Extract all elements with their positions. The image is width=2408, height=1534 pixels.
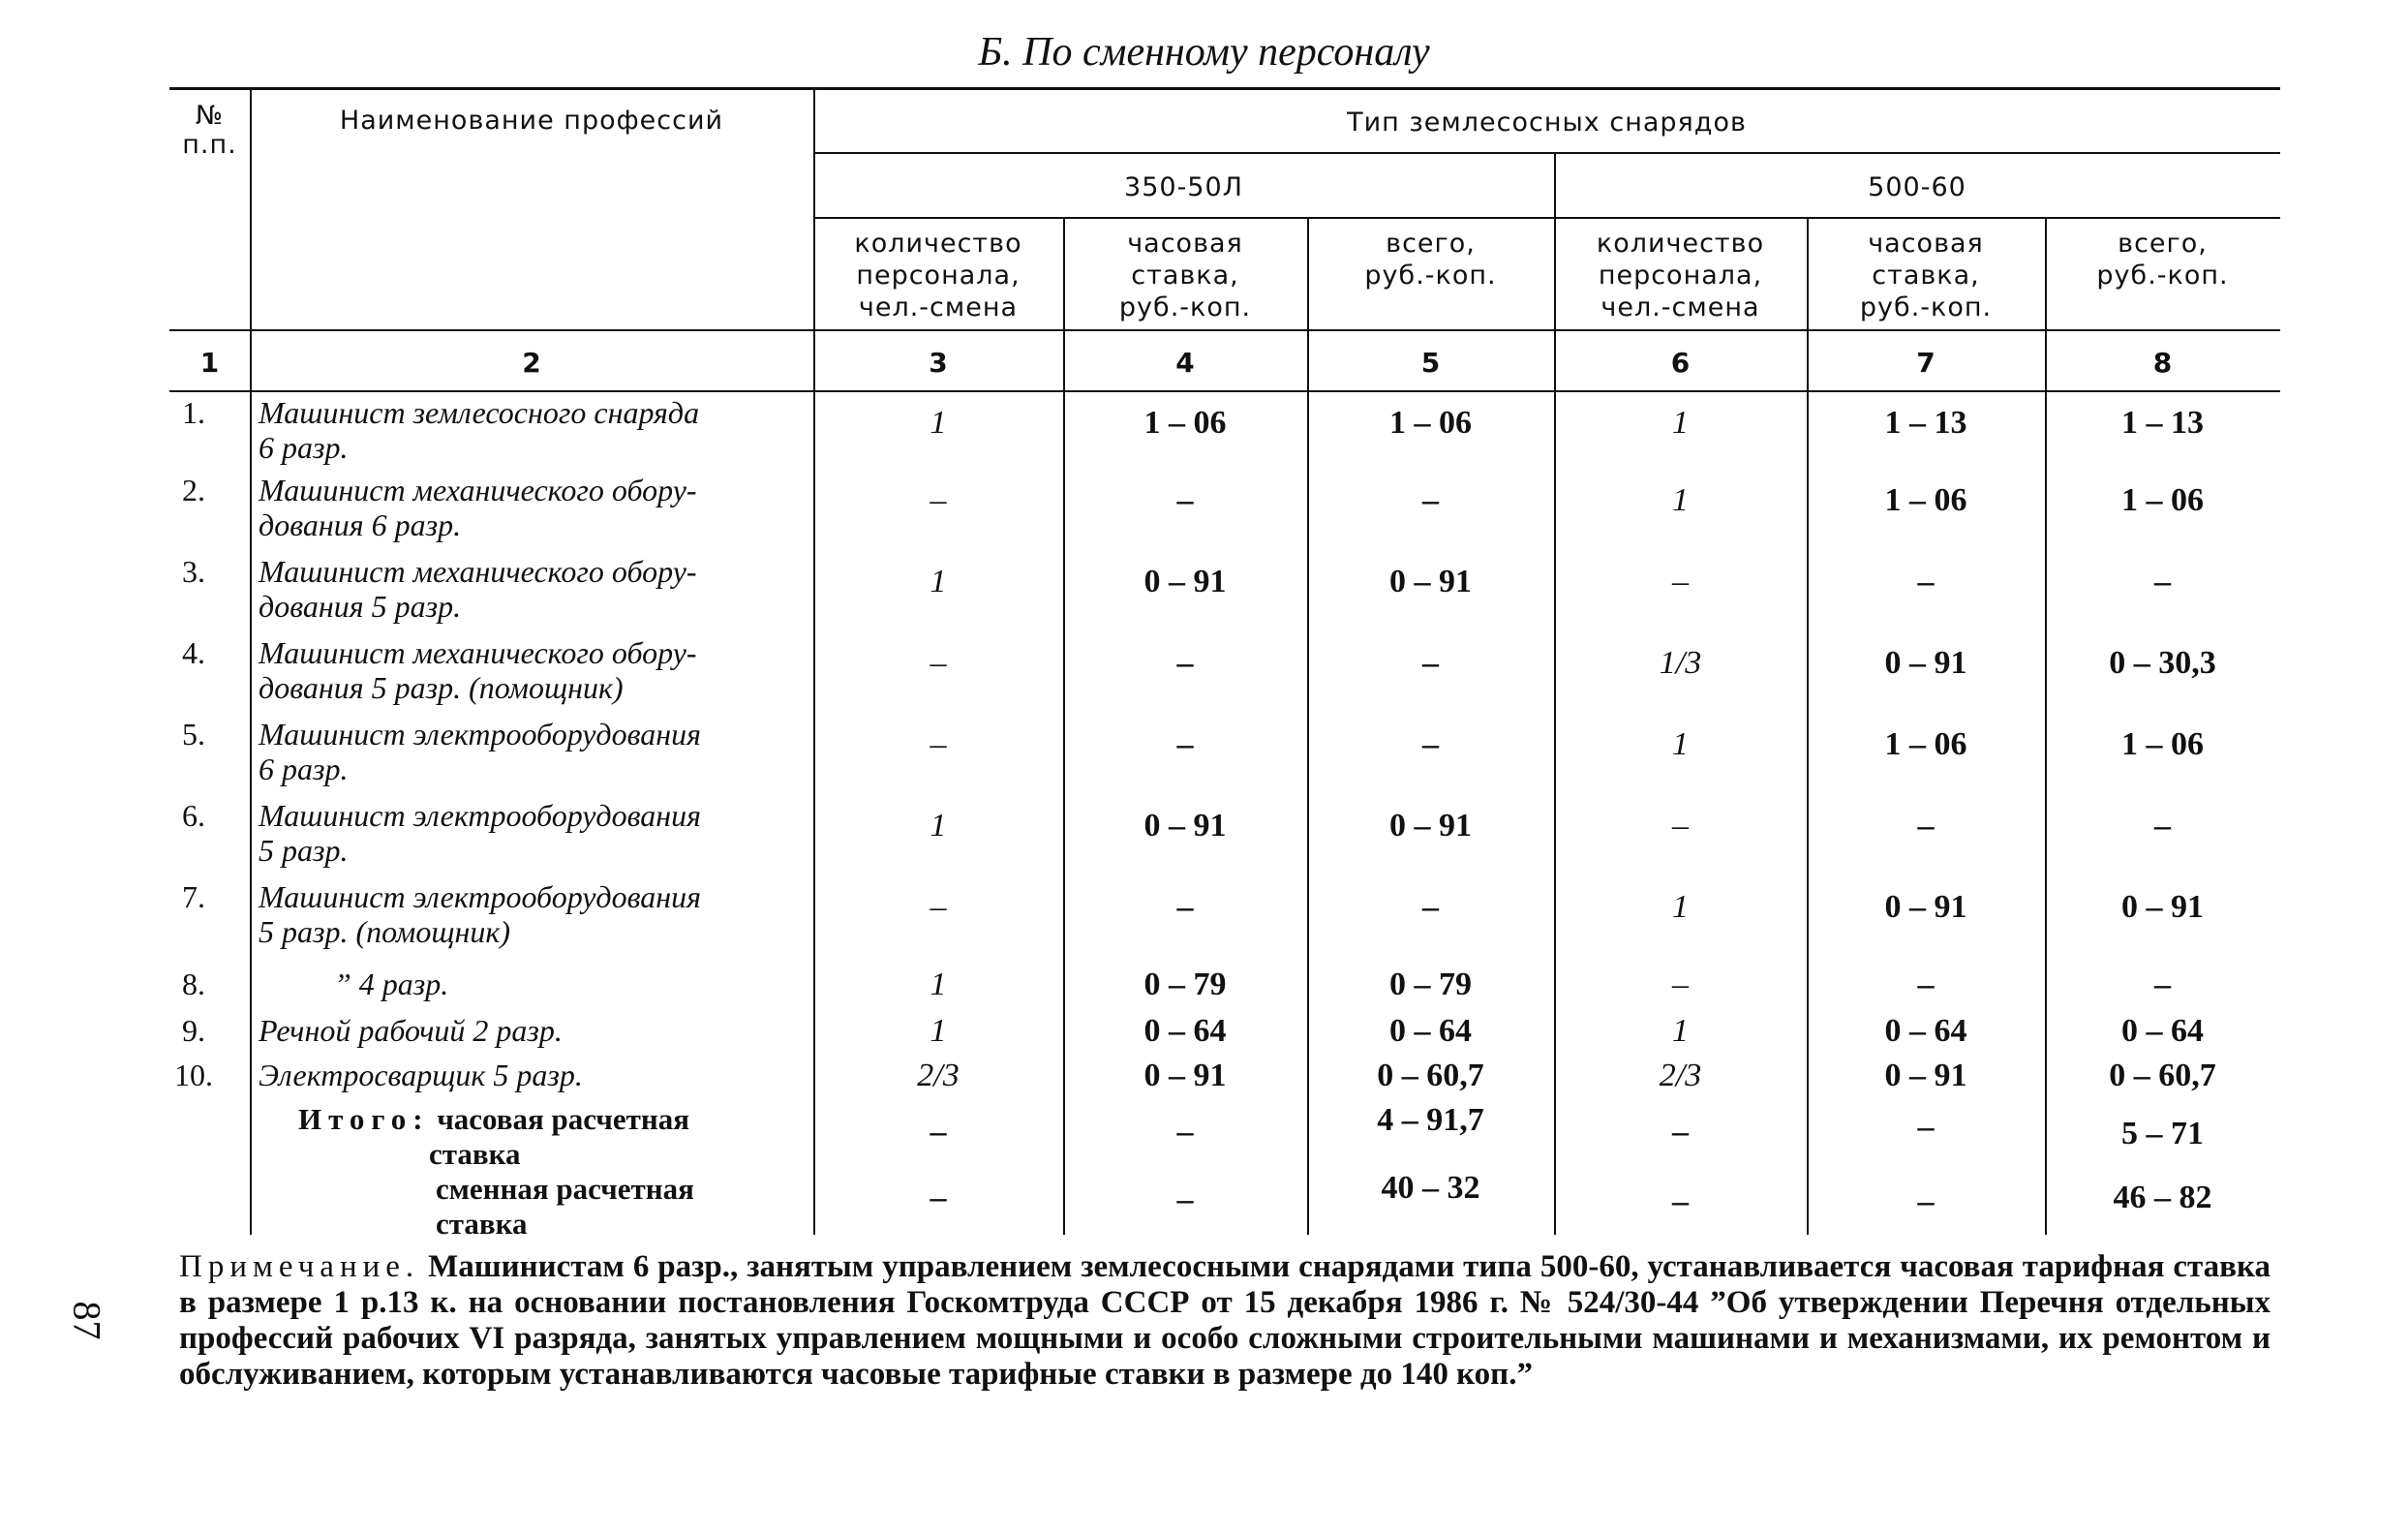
totals-shift-c8: 46 – 82	[2113, 1180, 2212, 1215]
header-rate-line1: часовая	[1868, 229, 1984, 259]
totals-shift-label	[436, 1172, 694, 1242]
profession-name-line: дования 6 разр.	[259, 507, 462, 542]
header-qty-line2: персонала,	[1598, 261, 1763, 291]
profession-name	[334, 966, 448, 1001]
section-title: Б. По сменному персоналу	[978, 30, 1430, 75]
header-profession: Наименование профессий	[339, 106, 724, 136]
header-dredger-type: Тип землесосных снарядов	[1347, 107, 1747, 138]
table-cell-c7: –	[1917, 564, 1935, 599]
table-cell-c7: –	[1917, 966, 1935, 1002]
table-cell-c8: 0 – 30,3	[2109, 645, 2216, 681]
totals-itogo: Итого:	[298, 1102, 430, 1136]
table-cell-c6: –	[1672, 564, 1689, 599]
table-cell-c5: 0 – 91	[1389, 808, 1472, 844]
row-number: 2.	[182, 473, 205, 507]
column-number: 8	[2152, 347, 2173, 379]
header-qty-line1: количество	[854, 229, 1022, 259]
header-total-line1: всего,	[2118, 229, 2208, 259]
table-cell-c7: 1 – 06	[1884, 482, 1967, 518]
table-cell-c7: 0 – 91	[1884, 645, 1967, 681]
row-number: 6.	[182, 798, 205, 833]
profession-name	[259, 798, 701, 868]
footnote-text: Машинистам 6 разр., занятым управлением землесосными снарядами типа 500-60, устанавливается часовая тарифная ставка в размере 1 р.13 к. на основании постановления Госкомтруда СССР от 15 декабря 1986 г. № 524/30-44 ”Об утверждении Перечня отдельных профессий рабочих VI разряда, занятых управлением мощными и особо сложными строительными машинами и механизмами, их ремонтом и обслуживанием, которым устанавливаются часовые тарифные ставки в размере до 140 коп.”	[179, 1249, 2271, 1392]
profession-name	[259, 1013, 563, 1048]
totals-hourly-c6: –	[1672, 1114, 1689, 1150]
table-cell-c4: –	[1176, 645, 1194, 681]
profession-name-line: дования 5 разр.	[259, 589, 462, 624]
totals-hourly-c8: 5 – 71	[2121, 1116, 2204, 1151]
header-total-line2: руб.-коп.	[1364, 261, 1497, 291]
table-cell-c4: 0 – 64	[1143, 1013, 1227, 1049]
header-rate-line1: часовая	[1127, 229, 1243, 259]
table-cell-c7: 0 – 91	[1884, 889, 1967, 925]
page-number: 87	[65, 1301, 109, 1340]
profession-name	[259, 554, 697, 624]
table-cell-c8: 1 – 06	[2121, 726, 2204, 762]
table-cell-c6: 1	[1672, 405, 1689, 441]
table-cell-c3: 2/3	[917, 1058, 960, 1093]
profession-name-line: Машинист землесосного снаряда	[259, 395, 700, 430]
table-cell-c7: 1 – 13	[1884, 405, 1967, 441]
header-rate-line2: ставка,	[1131, 261, 1239, 291]
table-cell-c8: –	[2154, 564, 2171, 599]
footnote	[179, 1249, 2271, 1393]
table-cell-c4: 0 – 91	[1143, 808, 1227, 844]
header-total-a	[1307, 228, 1554, 291]
table-cell-c7: 0 – 91	[1884, 1058, 1967, 1093]
header-rate-line3: руб.-коп.	[1859, 292, 1993, 322]
table-cell-c6: 1	[1672, 889, 1689, 925]
header-qty-line3: чел.-смена	[858, 292, 1019, 322]
table-cell-c6: 1	[1672, 1013, 1689, 1049]
totals-shift-c5: 40 – 32	[1381, 1170, 1480, 1206]
profession-name-line: Машинист механического обору-	[259, 554, 697, 589]
header-rate-b	[1807, 228, 2045, 323]
table-cell-c6: –	[1672, 808, 1689, 844]
header-total-line1: всего,	[1386, 229, 1476, 259]
profession-name-line: 6 разр.	[259, 430, 349, 465]
table-cell-c5: –	[1422, 645, 1439, 681]
profession-name	[259, 717, 701, 786]
totals-shift-c6: –	[1672, 1183, 1689, 1219]
table-cell-c5: 0 – 60,7	[1377, 1058, 1484, 1093]
table-cell-c5: 1 – 06	[1389, 405, 1472, 441]
header-num-sign: №	[195, 101, 225, 131]
header-rate-line3: руб.-коп.	[1118, 292, 1252, 322]
header-bottom-rule	[169, 329, 2280, 331]
profession-name	[259, 1058, 583, 1092]
table-cell-c5: –	[1422, 889, 1439, 925]
table-cell-c5: 0 – 64	[1389, 1013, 1472, 1049]
totals-shift-c4: –	[1176, 1181, 1194, 1217]
table-cell-c8: 0 – 60,7	[2109, 1058, 2216, 1093]
footnote-label: Примечание.	[179, 1249, 420, 1284]
table-cell-c6: –	[1672, 966, 1689, 1002]
col-divider-1	[250, 87, 252, 1235]
profession-name-line: дования 5 разр. (помощник)	[259, 670, 624, 705]
header-qty-a	[813, 228, 1063, 323]
table-cell-c5: 0 – 79	[1389, 966, 1472, 1002]
table-cell-c7: 1 – 06	[1884, 726, 1967, 762]
table-cell-c6: 2/3	[1659, 1058, 1702, 1093]
row-number: 4.	[182, 635, 205, 670]
row-number: 9.	[182, 1013, 205, 1048]
header-rate-line2: ставка,	[1872, 261, 1980, 291]
type-rule	[813, 152, 2280, 154]
header-qty-line1: количество	[1596, 229, 1765, 259]
profession-name-line: 6 разр.	[259, 752, 349, 786]
column-number: 6	[1670, 347, 1691, 379]
table-cell-c8: 1 – 13	[2121, 405, 2204, 441]
totals-hourly-c4: –	[1176, 1114, 1194, 1150]
totals-hourly-label	[298, 1102, 689, 1172]
table-cell-c3: –	[930, 889, 947, 925]
totals-hourly-line1: часовая расчетная	[437, 1102, 690, 1136]
profession-name-line: Машинист механического обору-	[259, 473, 697, 507]
profession-name	[259, 635, 697, 705]
totals-shift-line2: ставка	[436, 1207, 528, 1241]
row-number: 7.	[182, 879, 205, 914]
subtype-rule	[813, 217, 2280, 219]
profession-name-line: Машинист электрооборудования	[259, 879, 702, 914]
table-cell-c6: 1	[1672, 726, 1689, 762]
column-number: 5	[1420, 347, 1441, 379]
column-number: 3	[929, 347, 948, 379]
profession-name	[259, 879, 701, 949]
header-total-line2: руб.-коп.	[2096, 261, 2229, 291]
table-top-rule	[169, 87, 2280, 90]
row-number: 8.	[182, 966, 205, 1001]
column-number: 4	[1175, 347, 1195, 379]
table-cell-c4: 0 – 91	[1143, 1058, 1227, 1093]
table-cell-c3: –	[930, 645, 947, 681]
table-cell-c8: 0 – 91	[2121, 889, 2204, 925]
table-cell-c5: –	[1422, 482, 1439, 518]
profession-name-line: Электросварщик 5 разр.	[259, 1058, 583, 1092]
table-cell-c4: –	[1176, 726, 1194, 762]
table-cell-c8: –	[2154, 966, 2171, 1002]
header-total-b	[2045, 228, 2280, 291]
table-cell-c3: 1	[930, 405, 947, 441]
profession-name-line: 5 разр.	[259, 833, 349, 868]
table-cell-c3: –	[930, 726, 947, 762]
table-cell-c5: 0 – 91	[1389, 564, 1472, 599]
header-type-500: 500-60	[1868, 172, 1966, 202]
table-cell-c4: –	[1176, 482, 1194, 518]
profession-name-line: Машинист электрооборудования	[259, 798, 702, 833]
header-qty-line3: чел.-смена	[1600, 292, 1760, 322]
table-cell-c6: 1/3	[1659, 645, 1702, 681]
header-num-abbr: п.п.	[182, 130, 237, 160]
row-number: 5.	[182, 717, 205, 752]
column-number: 1	[199, 347, 220, 379]
profession-name-line: ” 4 разр.	[334, 966, 449, 1001]
header-rate-a	[1063, 228, 1307, 323]
table-cell-c7: 0 – 64	[1884, 1013, 1967, 1049]
table-cell-c3: 1	[930, 808, 947, 844]
table-cell-c8: 1 – 06	[2121, 482, 2204, 518]
totals-shift-c3: –	[930, 1180, 947, 1215]
profession-name	[259, 473, 697, 542]
totals-hourly-c3: –	[930, 1114, 947, 1150]
profession-name-line: Машинист электрооборудования	[259, 717, 702, 752]
row-number: 3.	[182, 554, 205, 589]
profession-name-line: Речной рабочий 2 разр.	[259, 1013, 563, 1048]
header-qty-line2: персонала,	[856, 261, 1021, 291]
table-cell-c5: –	[1422, 726, 1439, 762]
profession-name	[259, 395, 699, 465]
totals-shift-line1: сменная расчетная	[436, 1172, 694, 1206]
totals-hourly-c7: –	[1917, 1109, 1935, 1145]
row-number: 1.	[182, 395, 205, 430]
profession-name-line: Машинист механического обору-	[259, 635, 697, 670]
totals-hourly-line2: ставка	[429, 1137, 521, 1171]
table-cell-c4: 0 – 91	[1143, 564, 1227, 599]
table-cell-c8: –	[2154, 808, 2171, 844]
profession-name-line: 5 разр. (помощник)	[259, 914, 510, 949]
row-number: 10.	[174, 1058, 213, 1092]
table-cell-c3: –	[930, 482, 947, 518]
table-cell-c3: 1	[930, 966, 947, 1002]
table-cell-c3: 1	[930, 564, 947, 599]
table-cell-c4: –	[1176, 889, 1194, 925]
colnum-bottom-rule	[169, 390, 2280, 392]
table-cell-c4: 0 – 79	[1143, 966, 1227, 1002]
header-num	[169, 102, 250, 160]
totals-hourly-c5: 4 – 91,7	[1377, 1102, 1484, 1138]
table-cell-c3: 1	[930, 1013, 947, 1049]
table-cell-c8: 0 – 64	[2121, 1013, 2204, 1049]
header-qty-b	[1554, 228, 1807, 323]
table-cell-c6: 1	[1672, 482, 1689, 518]
totals-shift-c7: –	[1917, 1183, 1935, 1219]
table-cell-c7: –	[1917, 808, 1935, 844]
table-cell-c4: 1 – 06	[1143, 405, 1227, 441]
column-number: 2	[522, 347, 541, 379]
column-number: 7	[1916, 347, 1936, 379]
header-type-350: 350-50Л	[1124, 172, 1243, 202]
